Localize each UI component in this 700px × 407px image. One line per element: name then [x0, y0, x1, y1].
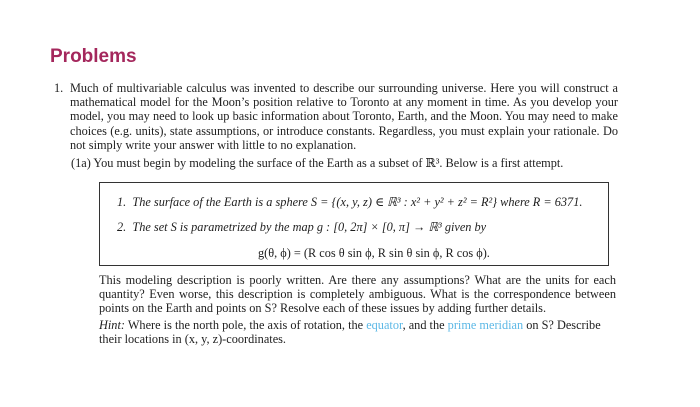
part-1a-text: You must begin by modeling the surface of the Earth as a subset of ℝ³. Below is a first attempt. [93, 156, 564, 170]
prime-meridian-link[interactable]: prime meridian [447, 318, 524, 332]
critique-paragraph: This modeling description is poorly written. Are there any assumptions? What are the units for each quantity? Even worse, this description is completely ambiguous. What is the correspondence between points on the Earth and points on S? Resolve each of these issues by adding further details. [99, 273, 616, 316]
hint-text-2: , and the [402, 318, 445, 332]
model-item-1-number: 1. [117, 195, 127, 209]
hint-label: Hint: [99, 318, 125, 332]
model-box [99, 182, 609, 266]
equator-link[interactable]: equator [366, 318, 403, 332]
hint-text-3: on S? Describe their locations in (x, y, z)-coordinates. [99, 318, 601, 347]
page-heading: Problems [50, 46, 137, 67]
problem-1 [54, 81, 618, 152]
model-item-1-text: The surface of the Earth is a sphere S = {(x, y, z) ∈ ℝ³ : x² + y² + z² = R²} where R = 6371. [132, 195, 583, 209]
model-item-2 [117, 220, 486, 234]
problem-number: 1. [54, 81, 64, 95]
hint-paragraph [99, 318, 616, 346]
model-item-2-text: The set S is parametrized by the map g : [0, 2π] × [0, π] → ℝ³ given by [132, 220, 487, 234]
problem-1-text: Much of multivariable calculus was invented to describe our surrounding universe. Here you will construct a mathematical model for the Moon’s position relative to Toronto at any moment in time. As you develop your model, you may need to look up basic information about Toronto, Earth, and the Moon. You may need to make choices (e.g. units), state assumptions, or introduce constants. Regardless, you must explain your rationale. Do not simply write your answer with little to no explanation. [70, 81, 618, 152]
hint-text-1: Where is the north pole, the axis of rotation, the [127, 318, 364, 332]
parametrization-equation: g(θ, ϕ) = (R cos θ sin ϕ, R sin θ sin ϕ, R cos ϕ). [258, 246, 490, 260]
part-1a [71, 156, 631, 170]
model-item-1 [117, 195, 582, 209]
part-1a-label: (1a) [71, 156, 91, 170]
model-item-2-number: 2. [117, 220, 127, 234]
